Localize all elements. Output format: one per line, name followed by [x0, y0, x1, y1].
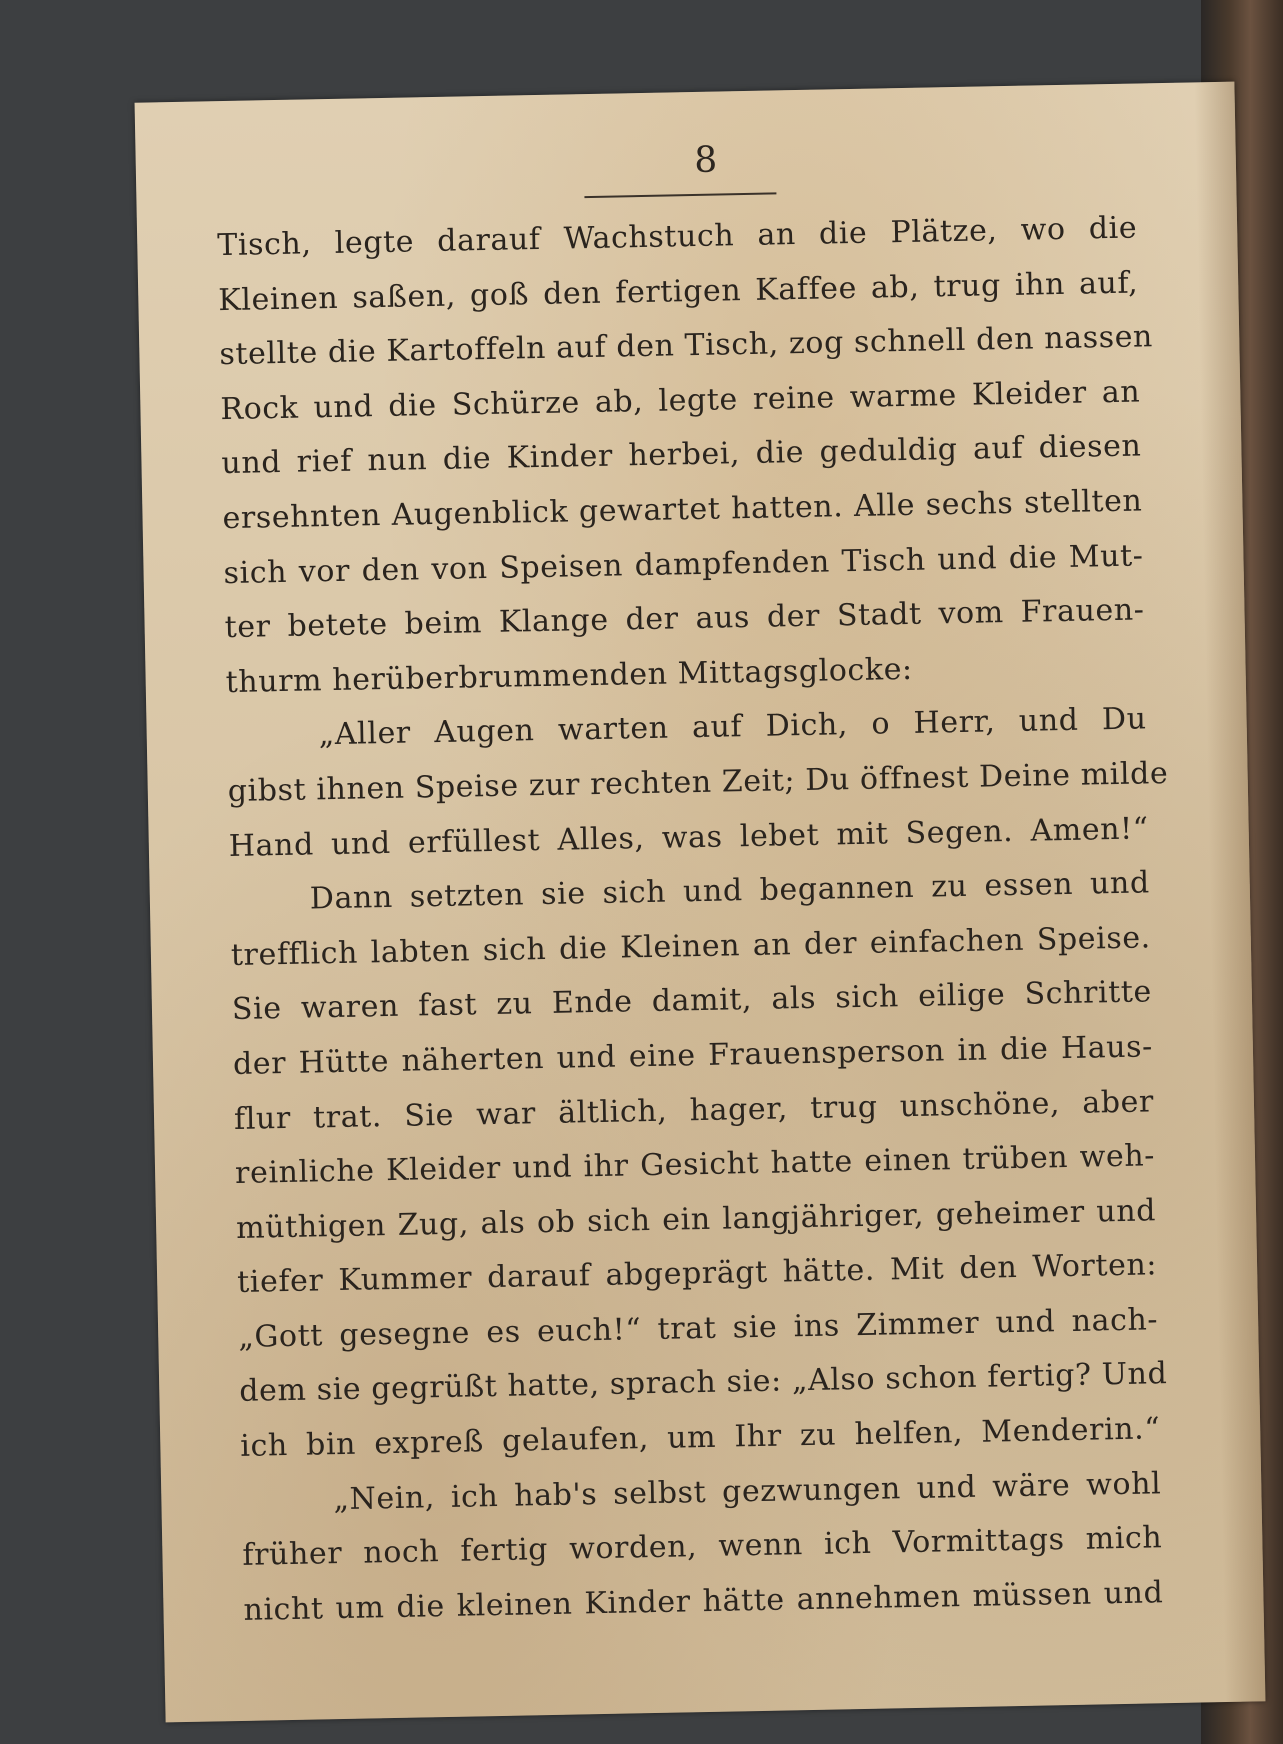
text-line: Tisch, legte darauf Wachstuch an die Plätze, wo die	[216, 210, 1138, 264]
text-line: Kleinen saßen, goß den fertigen Kaffee ab, trug ihn auf,	[218, 265, 1139, 318]
text-line: ersehnten Augenblick gewartet hatten. Alle sechs stellten	[222, 483, 1143, 537]
text-line: reinliche Kleider und ihr Gesicht hatte einen trüben weh-	[234, 1138, 1156, 1192]
text-line: ich bin expreß gelaufen, um Ihr zu helfen, Menderin.“	[240, 1411, 1161, 1464]
text-line: früher noch fertig worden, wenn ich Vormittags mich	[242, 1520, 1163, 1574]
book-page	[135, 82, 1266, 1723]
text-line: tiefer Kummer darauf abgeprägt hätte. Mit den Worten:	[236, 1247, 1158, 1301]
text-line: „Aller Augen warten auf Dich, o Herr, und Du	[318, 701, 1147, 753]
text-line: der Hütte näherten und eine Frauensperson in die Haus-	[232, 1029, 1154, 1082]
text-line: flur trat. Sie war ältlich, hager, trug unschöne, aber	[233, 1083, 1155, 1137]
text-line: Rock und die Schürze ab, legte reine warme Kleider an	[220, 374, 1141, 427]
text-line: sich vor den von Speisen dampfenden Tisch und die Mut-	[223, 537, 1144, 591]
text-line: und rief nun die Kinder herbei, die geduldig auf diesen	[221, 428, 1142, 482]
header-rule	[584, 192, 776, 198]
text-line: Hand und erfüllest Alles, was lebet mit Segen. Amen!“	[228, 810, 1150, 864]
text-line: stellte die Kartoffeln auf den Tisch, zog schnell den nassen	[219, 319, 1154, 373]
text-line: „Nein, ich hab's selbst gezwungen und wäre wohl	[333, 1465, 1162, 1517]
text-line: müthigen Zug, als ob sich ein langjähriger, geheimer und	[235, 1192, 1157, 1246]
text-line: nicht um die kleinen Kinder hätte annehmen müssen und	[243, 1575, 1164, 1628]
body-text	[216, 201, 1169, 1638]
text-line: Sie waren fast zu Ende damit, als sich eilige Schritte	[231, 974, 1153, 1028]
text-line: „Gott gesegne es euch!“ trat sie ins Zimmer und nach-	[237, 1302, 1159, 1355]
page-number: 8	[693, 139, 718, 181]
text-line: ter betete beim Klange der aus der Stadt vom Frauen-	[224, 592, 1145, 646]
text-line: thurm herüberbrummenden Mittagsglocke:	[225, 651, 914, 700]
text-line: Dann setzten sie sich und begannen zu essen und	[309, 865, 1151, 917]
text-line: trefflich labten sich die Kleinen an der einfachen Speise.	[230, 920, 1152, 973]
text-line: dem sie gegrüßt hatte, sprach sie: „Also schon fertig? Und	[238, 1356, 1168, 1410]
text-line: gibst ihnen Speise zur rechten Zeit; Du öffnest Deine milde	[227, 755, 1169, 809]
